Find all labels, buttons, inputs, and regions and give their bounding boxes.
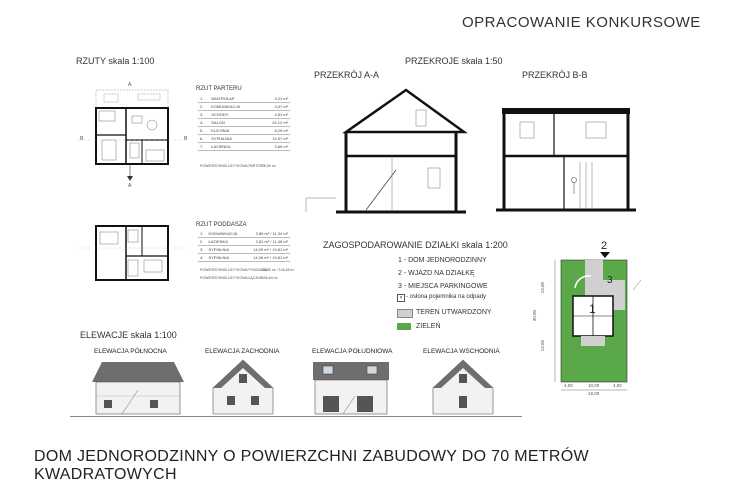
site-label-3: 3 <box>607 275 613 286</box>
room-name: SALON <box>209 119 259 127</box>
dim-d4: 18,00 <box>588 391 600 396</box>
poddasze-room-table <box>198 230 290 262</box>
total-usable-label: POWIERZCHNIA UŻYTKOWA ŁĄCZNIE <box>200 276 264 280</box>
elevation-south-title: ELEWACJA POŁUDNIOWA <box>312 348 393 355</box>
room-number: 2. <box>198 103 209 111</box>
dim-v1: 13,00 <box>540 282 545 294</box>
room-name: SYPIALNIA <box>207 246 245 254</box>
room-number: 3. <box>198 111 209 119</box>
table-row <box>198 254 290 262</box>
room-name: ŁAZIENKA <box>209 143 259 151</box>
parter-table-title: RZUT PARTERU <box>196 86 242 92</box>
room-area: 24,12 m² <box>260 119 290 127</box>
elevation-north <box>92 360 184 416</box>
parter-total-label: POWIERZCHNIA UŻYTKOWA PARTERU <box>200 164 265 168</box>
przekroje-title: PRZEKROJE skala 1:50 <box>405 56 503 66</box>
page-title: OPRACOWANIE KONKURSOWE <box>462 14 701 31</box>
room-number: 6. <box>198 135 209 143</box>
dim-d2: 10,00 <box>588 383 600 388</box>
section-bb-drawing <box>490 82 650 217</box>
parter-total-value: 72,59 m² <box>262 164 276 168</box>
room-area: 14,09 m² / 19,81 m² <box>245 246 290 254</box>
room-area: 4,51 m² <box>260 111 290 119</box>
elevation-east-title: ELEWACJA WSCHODNIA <box>423 348 500 355</box>
legend-swatch-paved <box>397 309 413 318</box>
total-usable-value: 106,64 m² <box>262 276 278 280</box>
room-number: 1. <box>198 230 207 238</box>
table-row <box>198 127 290 135</box>
section-mark-b-left: B <box>80 136 84 142</box>
elevation-ground-line <box>70 416 522 417</box>
legend-label-green: ZIELEŃ <box>416 323 441 330</box>
room-name: KUCHNIA <box>209 127 259 135</box>
attic-floor-plan <box>78 222 188 292</box>
room-number: 2. <box>198 238 207 246</box>
room-area: 3,21 m² <box>260 95 290 103</box>
room-name: KOMUNIKACJA <box>207 230 245 238</box>
room-name: ŁAZIENKA <box>207 238 245 246</box>
table-row <box>198 230 290 238</box>
table-row <box>198 119 290 127</box>
room-number: 5. <box>198 127 209 135</box>
elevation-west <box>213 360 273 416</box>
dim-v2: 30,00 <box>532 310 537 322</box>
rzuty-title: RZUTY skala 1:100 <box>76 56 155 66</box>
room-name: SYPIALNIA <box>209 135 259 143</box>
table-row <box>198 246 290 254</box>
room-area: 13,37 m² <box>260 135 290 143</box>
ground-floor-plan <box>78 80 188 190</box>
waste-shelter-icon: × <box>397 294 405 302</box>
section-mark-b-right: B <box>184 136 188 142</box>
room-name: KOMUNIKACJA <box>209 103 259 111</box>
room-name: SYPIALNIA <box>207 254 245 262</box>
site-label-1: 1 <box>589 302 596 316</box>
table-row <box>198 238 290 246</box>
section-mark-a-bottom: A <box>128 183 132 189</box>
room-area: 3,60 m² <box>260 143 290 151</box>
room-number: 3. <box>198 246 207 254</box>
room-name: WIATROŁAP <box>209 95 259 103</box>
room-number: 4. <box>198 119 209 127</box>
zagospodarowanie-title: ZAGOSPODAROWANIE DZIAŁKI skala 1:200 <box>323 240 508 250</box>
room-area: 3,37 m² <box>260 103 290 111</box>
elevation-north-title: ELEWACJA PÓŁNOCNA <box>94 348 167 355</box>
footer-title: DOM JEDNORODZINNY O POWIERZCHNI ZABUDOWY DO 70 METRÓW KWADRATOWYCH <box>34 448 589 483</box>
section-mark-a-top: A <box>128 82 132 88</box>
table-row <box>198 103 290 111</box>
room-area: 2,89 m² / 11,34 m² <box>245 230 290 238</box>
section-aa-drawing <box>296 82 476 217</box>
table-row <box>198 111 290 119</box>
room-name: SCHODY <box>209 111 259 119</box>
site-plan <box>545 240 645 400</box>
section-bb-title: PRZEKRÓJ B-B <box>522 70 588 80</box>
site-item-4: - osłona pojemnika na odpady <box>406 294 487 300</box>
poddasze-total-value: 34,05 m² / 106,48 m² <box>262 268 295 272</box>
room-area: 14,26 m² / 19,81 m² <box>245 254 290 262</box>
table-row <box>198 135 290 143</box>
site-item-1: 1 - DOM JEDNORODZINNY <box>398 257 487 264</box>
entry-arrow-icon <box>598 252 612 260</box>
elewacje-title: ELEWACJE skala 1:100 <box>80 330 177 340</box>
legend-label-paved: TEREN UTWARDZONY <box>416 309 492 316</box>
site-item-2: 2 - WJAZD NA DZIAŁKĘ <box>398 270 475 277</box>
dim-d3: 4,00 <box>613 383 622 388</box>
elevation-west-title: ELEWACJA ZACHODNIA <box>205 348 280 355</box>
parter-room-table <box>198 95 290 151</box>
legend-swatch-green <box>397 323 411 330</box>
dim-d1: 4,00 <box>564 383 573 388</box>
section-aa-title: PRZEKRÓJ A-A <box>314 70 380 80</box>
table-row <box>198 143 290 151</box>
poddasze-table-title: RZUT PODDASZA <box>196 222 247 228</box>
poddasze-total-label: POWIERZCHNIA UŻYTKOWA PODDASZA <box>200 268 268 272</box>
table-row <box>198 95 290 103</box>
room-number: 1. <box>198 95 209 103</box>
room-area: 2,81 m² / 11,48 m² <box>245 238 290 246</box>
site-label-2: 2 <box>601 240 608 252</box>
room-area: 8,29 m² <box>260 127 290 135</box>
room-number: 4. <box>198 254 207 262</box>
elevation-east <box>433 360 493 416</box>
elevation-south <box>313 360 389 416</box>
site-item-3: 3 - MIEJSCA PARKINGOWE <box>398 283 488 290</box>
dim-v3: 13,00 <box>540 340 545 352</box>
room-number: 7. <box>198 143 209 151</box>
